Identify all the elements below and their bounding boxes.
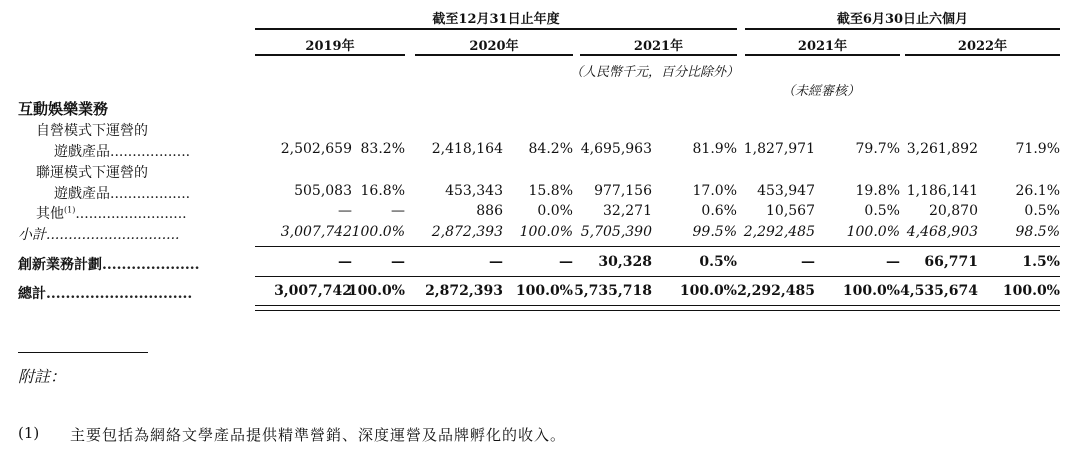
table-cell: 4,468,903 [906, 224, 978, 240]
table-cell: 100.0% [515, 283, 573, 299]
row-label-line2: 遊戲產品.................. [54, 186, 191, 202]
table-cell: 453,343 [445, 183, 503, 199]
row-label-other: 其他$^{(1)}$......................... [36, 205, 187, 222]
row-label-line1: 自營模式下運營的 [36, 123, 148, 139]
table-cell: 5,735,718 [574, 283, 652, 299]
header-2021-half: 2021年 [797, 39, 848, 54]
table-cell: 17.0% [692, 183, 737, 199]
table-cell: 2,292,485 [737, 283, 815, 299]
table-cell: 0.0% [537, 203, 573, 219]
table-cell: 98.5% [1015, 224, 1060, 240]
table-cell: 1.5% [1022, 254, 1060, 270]
section-title: 互動娛樂業務 [18, 100, 109, 118]
table-cell: — [801, 254, 815, 270]
row-label-subtotal: 小計.............................. [18, 227, 180, 243]
table-cell: 100.0% [347, 283, 405, 299]
table-cell: — [489, 254, 503, 270]
table-cell: — [338, 203, 352, 219]
header-2022-half: 2022年 [957, 39, 1008, 54]
notes-separator [18, 352, 148, 353]
footnote-number: (1) [18, 424, 40, 442]
rule-innovation [255, 276, 1060, 277]
table-cell: 0.6% [701, 203, 737, 219]
header-2019: 2019年 [305, 39, 355, 54]
table-cell: 26.1% [1015, 183, 1060, 199]
header-2020: 2020年 [469, 39, 519, 54]
table-cell: 84.2% [528, 141, 573, 157]
table-cell: 100.0% [351, 224, 405, 240]
unit-note: （人民幣千元，百分比除外） [570, 65, 740, 80]
table-cell: 2,872,393 [431, 224, 503, 240]
table-cell: 20,870 [929, 203, 978, 219]
row-label-line1: 聯運模式下運營的 [36, 165, 148, 181]
table-cell: — [886, 254, 900, 270]
header-group-half: 截至6月30日止六個月 [836, 12, 969, 27]
rule-group-half [745, 28, 1060, 30]
table-cell: 83.2% [360, 141, 405, 157]
table-cell: 505,083 [294, 183, 352, 199]
table-cell: 886 [476, 203, 503, 219]
table-cell: 5,705,390 [580, 224, 652, 240]
rule-group-year [255, 28, 737, 30]
rule-total-1 [255, 305, 1060, 306]
table-cell: 3,007,742 [274, 283, 352, 299]
table-cell: 19.8% [855, 183, 900, 199]
table-cell: 30,328 [598, 254, 652, 270]
row-label-innovation: 創新業務計劃.................... [18, 257, 200, 273]
table-cell: 2,418,164 [431, 141, 503, 157]
rule-col-2021 [580, 54, 737, 56]
footnote-text: 主要包括為網絡文學產品提供精準營銷、深度運營及品牌孵化的收入。 [70, 426, 567, 444]
table-cell: 79.7% [855, 141, 900, 157]
table-cell: 977,156 [594, 183, 652, 199]
rule-total-2 [255, 310, 1060, 311]
table-cell: 66,771 [924, 254, 978, 270]
table-cell: 32,271 [603, 203, 652, 219]
table-cell: — [338, 254, 352, 270]
table-cell: 71.9% [1015, 141, 1060, 157]
rule-col-2020 [415, 54, 573, 56]
table-cell: 99.5% [692, 224, 737, 240]
table-cell: 81.9% [692, 141, 737, 157]
table-cell: 3,007,742 [280, 224, 352, 240]
table-cell: 100.0% [679, 283, 737, 299]
table-cell: — [391, 203, 405, 219]
row-label-line2: 遊戲產品.................. [54, 144, 191, 160]
unaudited-note: （未經審核） [782, 84, 861, 99]
rule-col-2022-half [905, 54, 1060, 56]
table-cell: 2,292,485 [743, 224, 815, 240]
header-2021: 2021年 [633, 39, 684, 54]
table-cell: 0.5% [864, 203, 900, 219]
table-cell: 100.0% [1002, 283, 1060, 299]
table-cell: 2,872,393 [425, 283, 503, 299]
table-cell: 4,535,674 [900, 283, 978, 299]
table-cell: 3,261,892 [906, 141, 978, 157]
table-cell: 4,695,963 [580, 141, 652, 157]
table-cell: 100.0% [842, 283, 900, 299]
table-cell: — [391, 254, 405, 270]
table-cell: — [559, 254, 573, 270]
rule-col-2021-half [745, 54, 900, 56]
table-cell: 1,186,141 [906, 183, 978, 199]
table-cell: 16.8% [360, 183, 405, 199]
header-group-year: 截至12月31日止年度 [432, 12, 560, 27]
table-cell: 10,567 [766, 203, 815, 219]
table-cell: 0.5% [1024, 203, 1060, 219]
rule-col-2019 [255, 54, 405, 56]
notes-title: 附註： [18, 367, 67, 386]
table-cell: 2,502,659 [280, 141, 352, 157]
table-cell: 15.8% [528, 183, 573, 199]
rule-subtotal [255, 246, 1060, 247]
table-cell: 100.0% [519, 224, 573, 240]
row-label-total: 總計.............................. [18, 286, 193, 302]
table-cell: 0.5% [699, 254, 737, 270]
table-cell: 453,947 [757, 183, 815, 199]
table-cell: 100.0% [846, 224, 900, 240]
table-cell: 1,827,971 [743, 141, 815, 157]
